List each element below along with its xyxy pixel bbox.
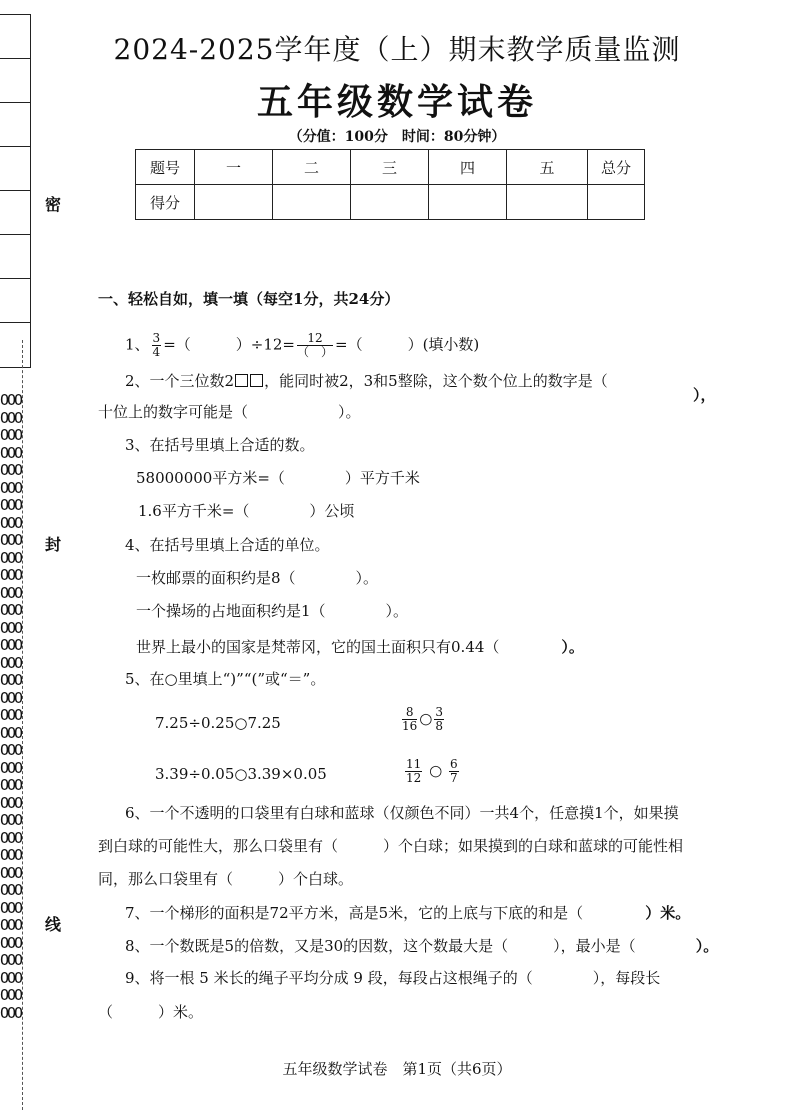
score-input-cell[interactable]: [588, 185, 645, 220]
score-table-cell: 一: [195, 150, 273, 185]
question-8: 8、一个数既是5的倍数，又是30的因数，这个数最大是（ ），最小是（ ）。: [125, 937, 719, 955]
page-footer: 五年级数学试卷 第1页（共6页）: [282, 1060, 512, 1078]
score-table-cell: 五: [507, 150, 588, 185]
question-3b: 1.6平方千米=（ ）公顷: [138, 502, 355, 520]
question-2-line2: 十位上的数字可能是（ ）。: [98, 403, 361, 421]
section-heading: 一、轻松自如，填一填（每空1分，共24分）: [98, 290, 400, 308]
score-table-cell: 四: [429, 150, 507, 185]
question-9-line1: 9、将一根 5 米长的绳子平均分成 9 段，每段占这根绳子的（ ），每段长: [125, 969, 661, 987]
score-input-cell[interactable]: [429, 185, 507, 220]
side-mark-mi: 密: [45, 195, 62, 214]
question-4c: 世界上最小的国家是梵蒂冈，它的国土面积只有0.44（ ）。: [136, 638, 584, 656]
question-3: 3、在括号里填上合适的数。: [125, 436, 315, 454]
score-table: [135, 149, 645, 220]
question-2: 2、一个三位数2 ，能同时被2，3和5整除，这个数个位上的数字是（: [125, 372, 608, 390]
question-6-line2: 到白球的可能性大，那么口袋里有（ ）个白球；如果摸到的白球和蓝球的可能性相: [98, 837, 684, 855]
question-7: 7、一个梯形的面积是72平方米，高是5米，它的上底与下底的和是（ ）米。: [125, 904, 691, 922]
score-table-cell: 二: [273, 150, 351, 185]
score-table-cell: 题号: [136, 150, 195, 185]
score-input-cell[interactable]: [273, 185, 351, 220]
question-4b: 一个操场的占地面积约是1（ ）。: [136, 602, 409, 620]
score-table-cell: 三: [351, 150, 429, 185]
question-5a: 7.25÷0.25○7.25: [155, 714, 281, 732]
decorative-circles: OOO OOO OOO OOO OOO OOO OOO OOO OOO OOO OOO OOO OOO OOO OOO OOO OOO OOO OOO OOO OOO OOO OOO OOO OOO OOO OOO OOO OOO OOO OOO OOO OOO OOO OOO OOO: [0, 391, 22, 1022]
question-2-end: ），: [693, 386, 716, 404]
exam-title: 2024-2025学年度（上）期末教学质量监测: [113, 33, 681, 66]
score-input-cell[interactable]: [351, 185, 429, 220]
question-4a: 一枚邮票的面积约是8（ ）。: [136, 569, 379, 587]
question-5-frac-compare-2: $\frac{11}{12}$ ○ $\frac{6}{7}$: [406, 757, 458, 785]
score-time-info: （分值：100分 时间：80分钟）: [288, 129, 506, 145]
side-mark-xian: 线: [45, 915, 62, 934]
score-input-cell[interactable]: [195, 185, 273, 220]
question-5-frac-compare-1: $\frac{8}{16}$ ○ $\frac{3}{8}$: [402, 705, 444, 733]
question-5b: 3.39÷0.05○3.39×0.05: [155, 765, 327, 783]
question-1: 1、 $\frac{3}{4}$ =（ ）÷12= $\frac{12}{( )}$ =（ ）(填小数): [125, 331, 480, 359]
question-5: 5、在○里填上“)”“(”或“＝”。: [125, 670, 326, 688]
score-table-cell: 总分: [588, 150, 645, 185]
question-6-line3: 同，那么口袋里有（ ）个白球。: [98, 870, 354, 888]
paper-title: 五年级数学试卷: [256, 82, 537, 123]
score-input-cell[interactable]: [507, 185, 588, 220]
question-4: 4、在括号里填上合适的单位。: [125, 536, 330, 554]
score-table-cell: 得分: [136, 185, 195, 220]
question-3a: 58000000平方米=（ ）平方千米: [136, 469, 420, 487]
question-6-line1: 6、一个不透明的口袋里有白球和蓝球（仅颜色不同）一共4个，任意摸1个，如果摸: [125, 804, 679, 822]
side-mark-feng: 封: [45, 535, 62, 554]
question-9-line2: （ ）米。: [98, 1003, 204, 1021]
